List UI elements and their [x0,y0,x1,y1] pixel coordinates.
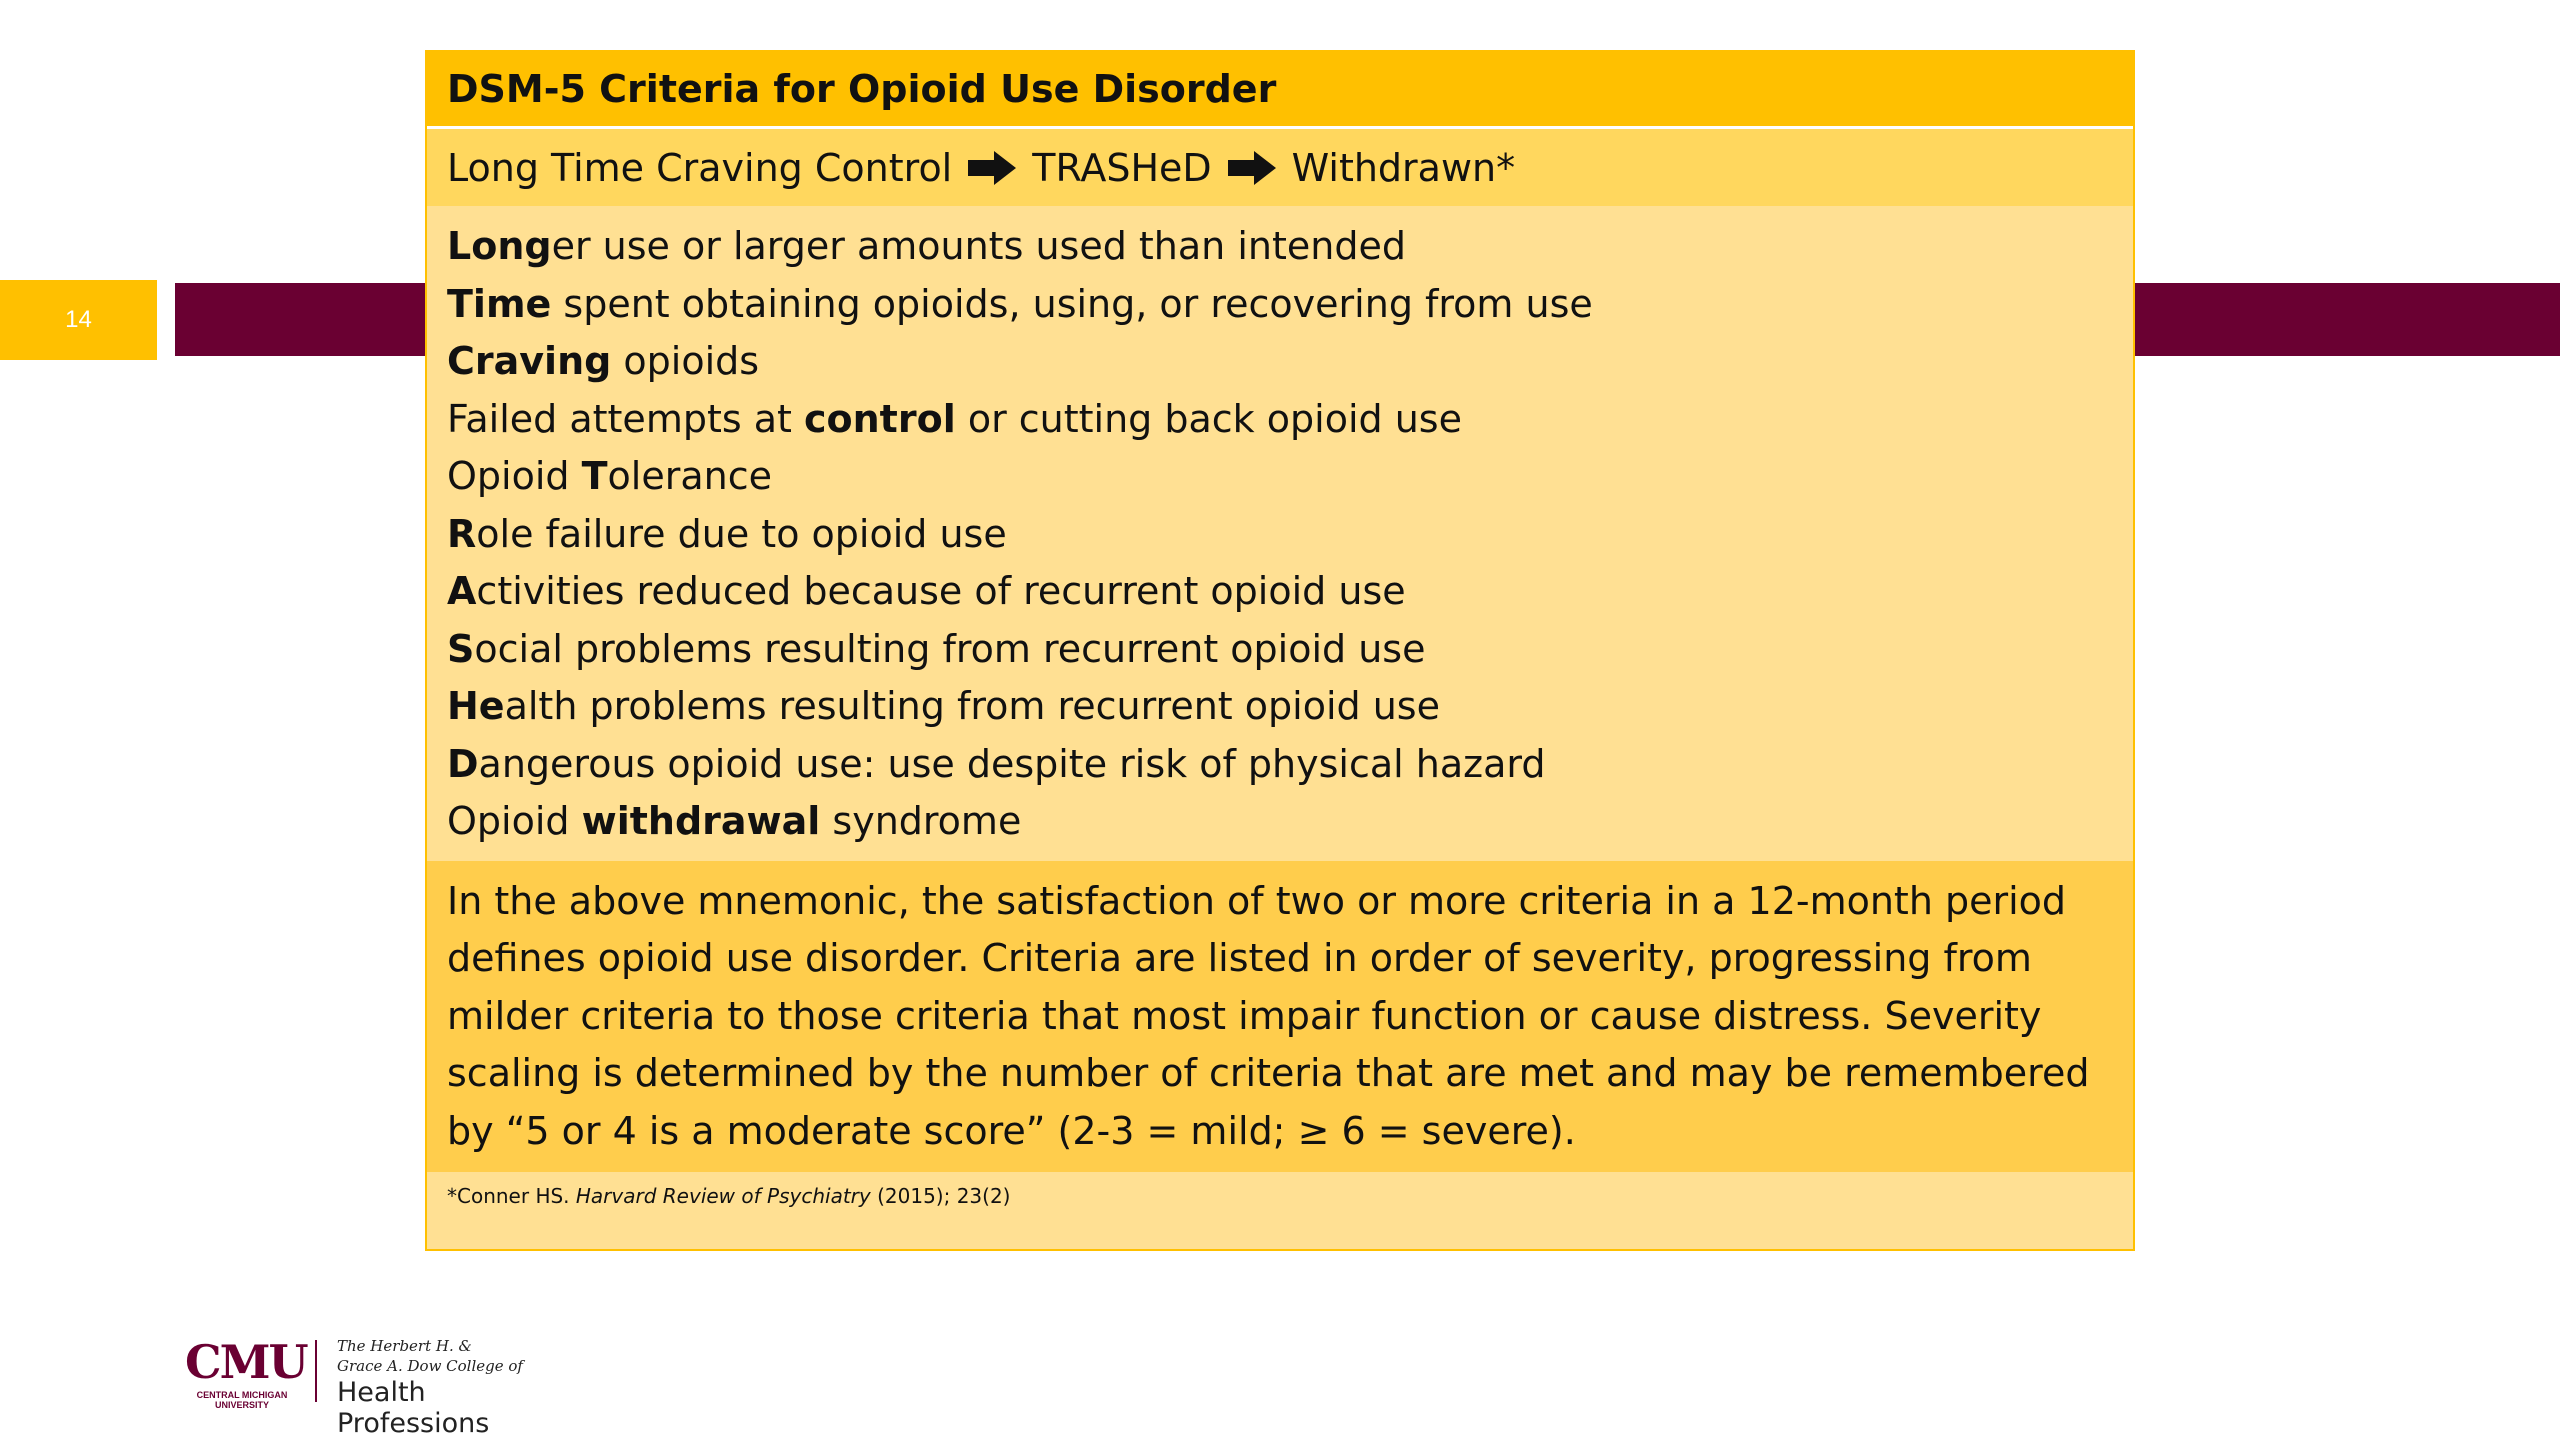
criterion-item: Time spent obtaining opioids, using, or recovering from use [447,281,1593,326]
criterion-item: Failed attempts at control or cutting back opioid use [447,396,1462,441]
criteria-table [425,50,2135,1251]
criterion-item: Activities reduced because of recurrent opioid use [447,569,1406,613]
logo-subtext: CENTRAL MICHIGAN UNIVERSITY [196,1390,288,1410]
citation-row [427,1172,2133,1249]
right-arrow-icon [1226,149,1278,187]
slide-number [0,280,157,360]
logo-divider [315,1340,317,1402]
criterion-item: Role failure due to opioid use [447,511,1007,556]
criterion-item: Health problems resulting from recurrent opioid use [447,684,1440,728]
citation-journal: Harvard Review of Psychiatry [575,1184,871,1208]
criterion-item: Opioid withdrawal syndrome [447,799,1022,843]
college-line-3: Health Professions [337,1377,490,1439]
criterion-item: Dangerous opioid use: use despite risk of physical hazard [447,741,1546,786]
maroon-bar-right [2133,283,2560,356]
cmu-logo [185,1335,565,1439]
mnemonic-part-2: TRASHeD [1032,145,1212,190]
slide-number-text: 14 [65,306,92,333]
criterion-item: Craving opioids [447,339,760,383]
logo-wordmark: CMU [185,1335,307,1389]
mnemonic-part-3: Withdrawn* [1291,145,1516,190]
criteria-list [427,206,2133,861]
mnemonic-row [427,129,2133,206]
criterion-item: Social problems resulting from recurrent opioid use [447,626,1426,671]
criterion-item: Opioid Tolerance [447,454,772,498]
explanation-text: In the above mnemonic, the satisfaction of two or more criteria in a 12-month period defines opioid use disorder. Criteria are listed in order of severity, progressing from milder criteria to those criteria that most impair function or cause distress. Severity scaling is determined by the number of criteria that are met and may be remembered by “5 or 4 is a moderate score” (2-3 = mild; ≥ 6 = severe). [447,878,2090,1153]
college-line-2: Grace A. Dow College of [337,1357,523,1375]
citation-suffix: (2015); 23(2) [870,1184,1011,1208]
mnemonic-part-1: Long Time Craving Control [447,145,953,190]
citation-prefix: *Conner HS. [447,1184,576,1208]
explanation-row [427,861,2133,1173]
table-title: DSM-5 Criteria for Opioid Use Disorder [447,67,1277,111]
table-title-row [427,52,2133,129]
right-arrow-icon [966,149,1018,187]
college-line-1: The Herbert H. & [337,1337,472,1355]
criterion-item: Longer use or larger amounts used than intended [447,224,1406,268]
maroon-bar-left [175,283,430,356]
